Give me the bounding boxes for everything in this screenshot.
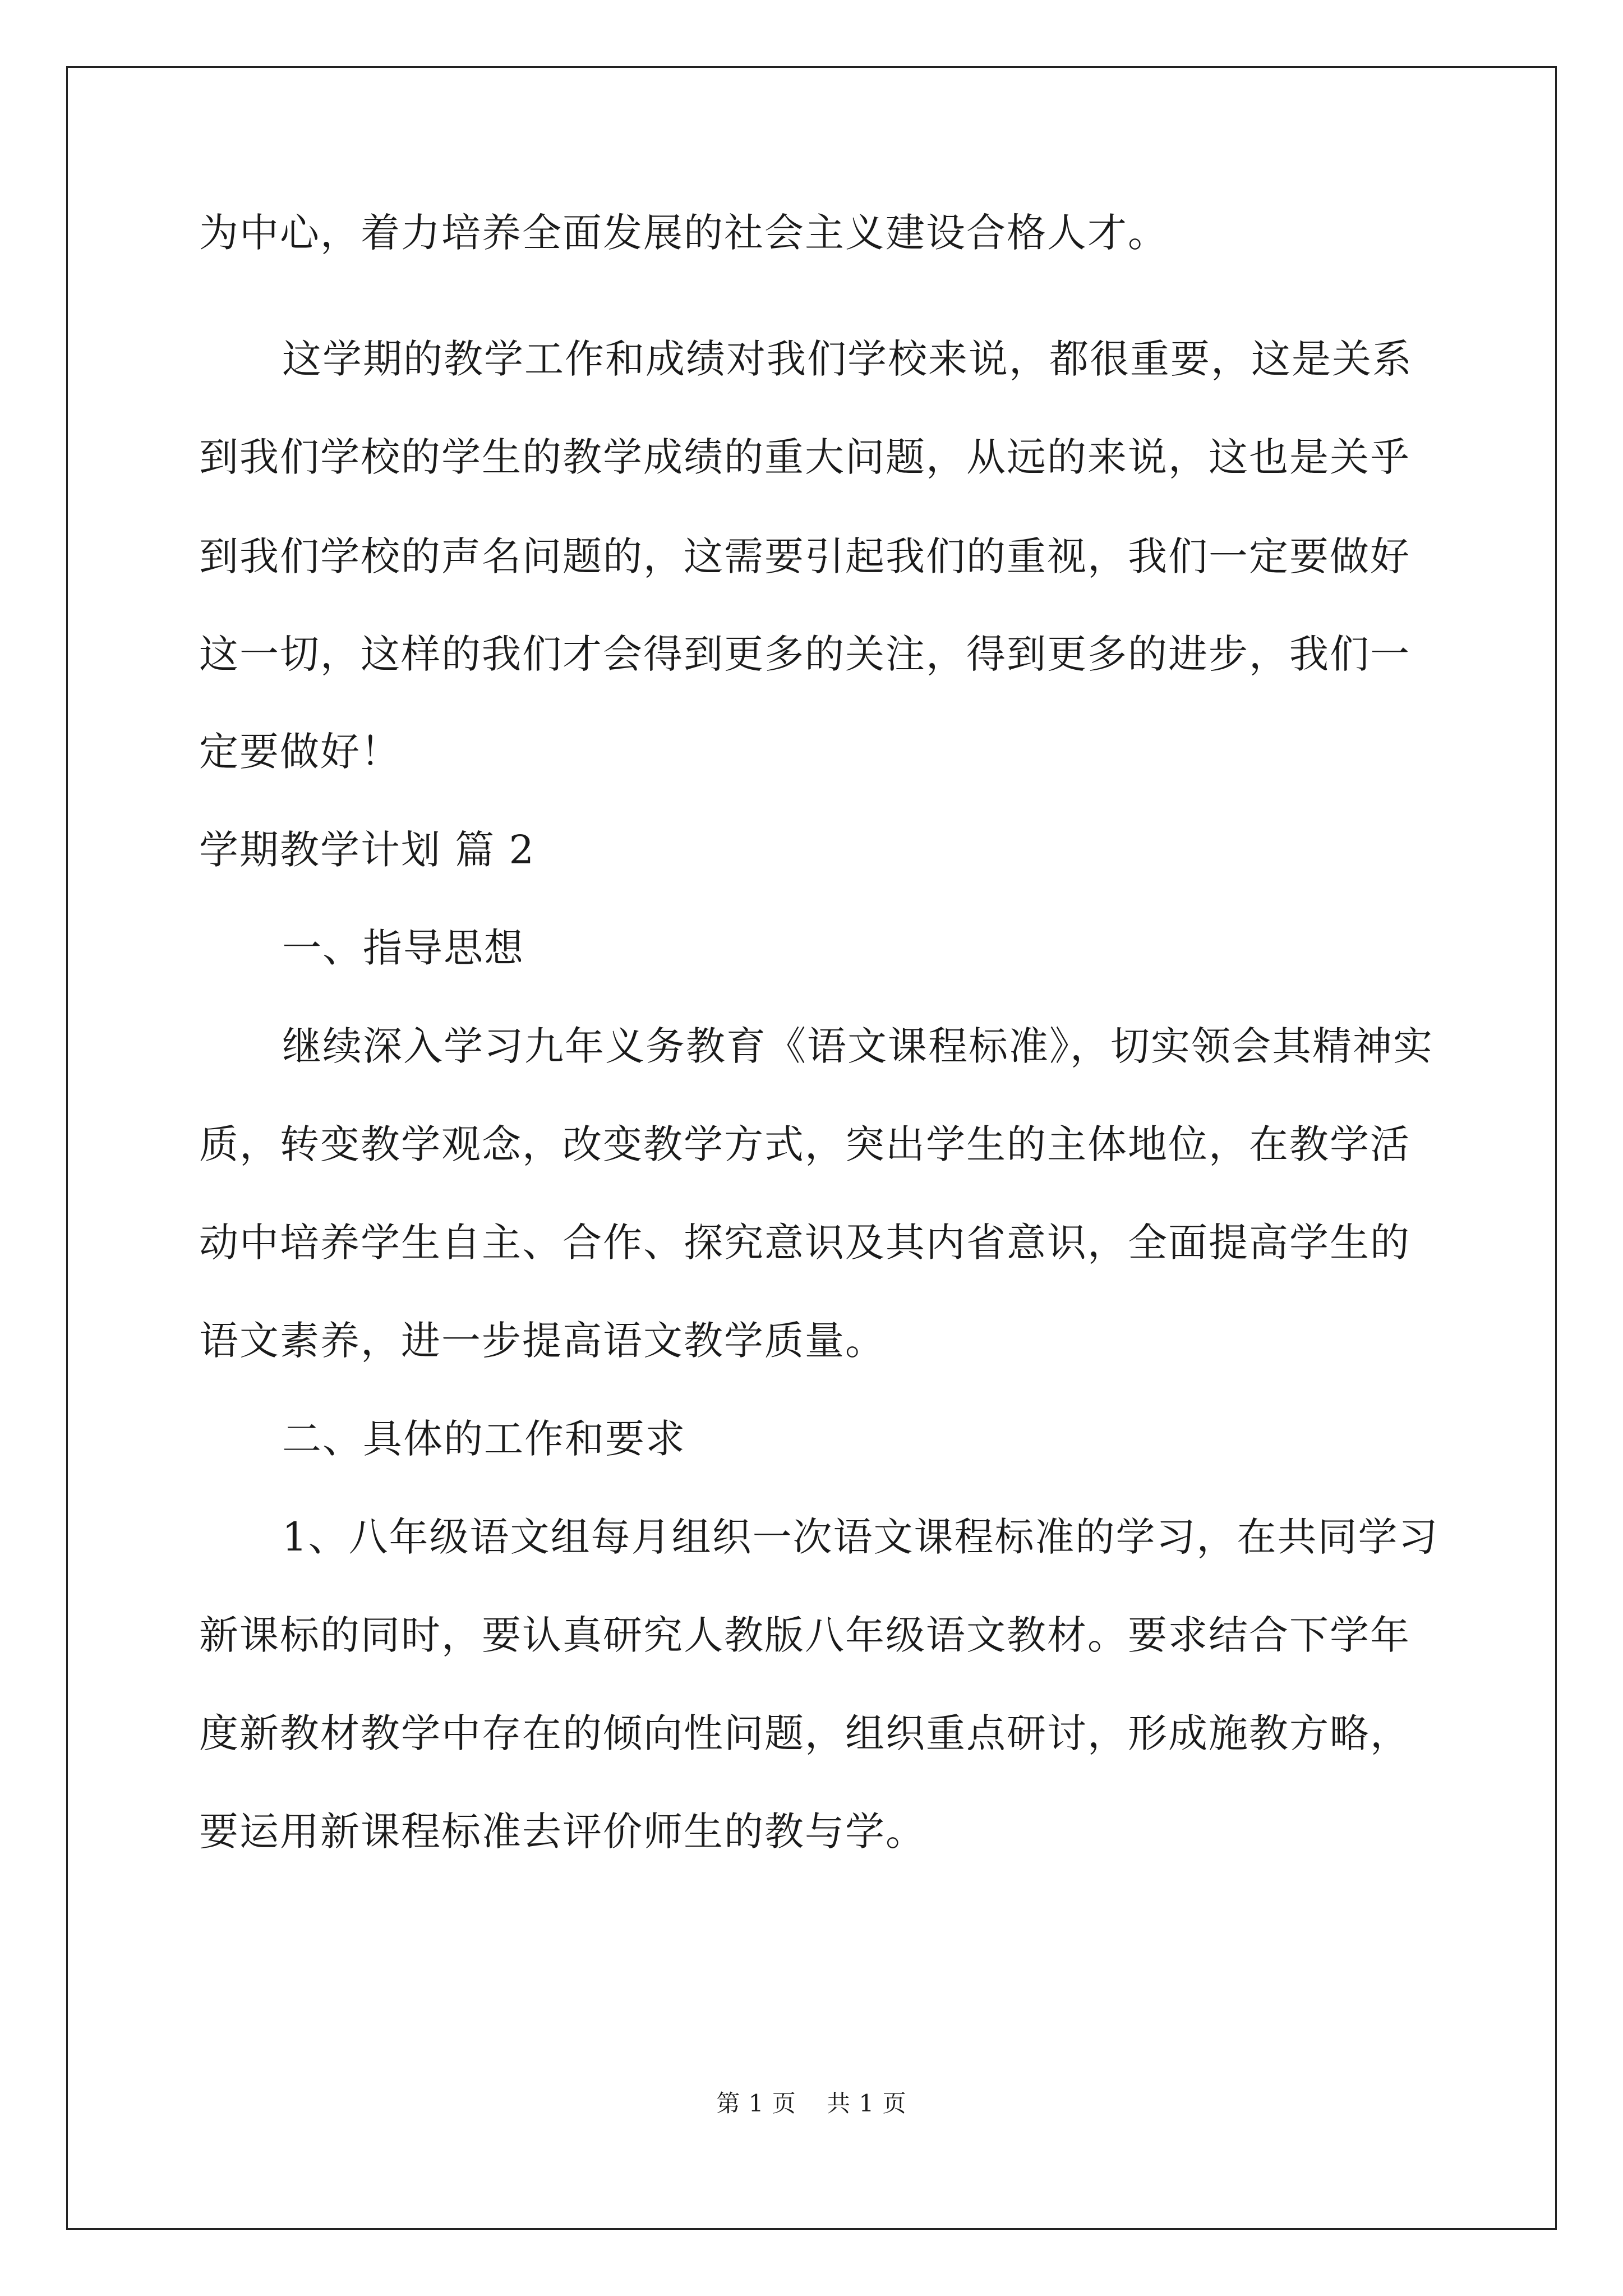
subsection-title: 一、指导思想 (282, 925, 524, 971)
subsection-title: 二、具体的工作和要求 (282, 1416, 686, 1462)
paragraph-line: 为中心，着力培养全面发展的社会主义建设合格人才。 (199, 210, 1168, 256)
paragraph-line: 1、八年级语文组每月组织一次语文课程标准的学习，在共同学习 (282, 1514, 1439, 1560)
page-footer (0, 2087, 1623, 2120)
paragraph-line: 到我们学校的声名问题的，这需要引起我们的重视，我们一定要做好 (199, 533, 1410, 579)
paragraph-line: 到我们学校的学生的教学成绩的重大问题，从远的来说，这也是关乎 (199, 434, 1410, 480)
paragraph-line: 定要做好！ (199, 729, 401, 775)
paragraph-line: 质，转变教学观念，改变教学方式，突出学生的主体地位，在教学活 (199, 1121, 1410, 1167)
paragraph-line: 度新教材教学中存在的倾向性问题，组织重点研讨，形成施教方略， (199, 1710, 1410, 1756)
section-heading: 学期教学计划 篇 2 (199, 827, 536, 873)
paragraph-line: 动中培养学生自主、合作、探究意识及其内省意识，全面提高学生的 (199, 1220, 1410, 1266)
paragraph-line: 继续深入学习九年义务教育《语文课程标准》，切实领会其精神实 (282, 1023, 1433, 1069)
paragraph-line: 语文素养，进一步提高语文教学质量。 (199, 1318, 886, 1364)
page-number: 第 1 页 (716, 2090, 796, 2117)
paragraph-line: 这学期的教学工作和成绩对我们学校来说，都很重要，这是关系 (282, 336, 1413, 382)
paragraph-line: 新课标的同时，要认真研究人教版八年级语文教材。要求结合下学年 (199, 1612, 1410, 1658)
page-count: 共 1 页 (827, 2090, 907, 2117)
paragraph-line: 要运用新课程标准去评价师生的教与学。 (199, 1809, 926, 1855)
paragraph-line: 这一切，这样的我们才会得到更多的关注，得到更多的进步，我们一 (199, 631, 1410, 677)
